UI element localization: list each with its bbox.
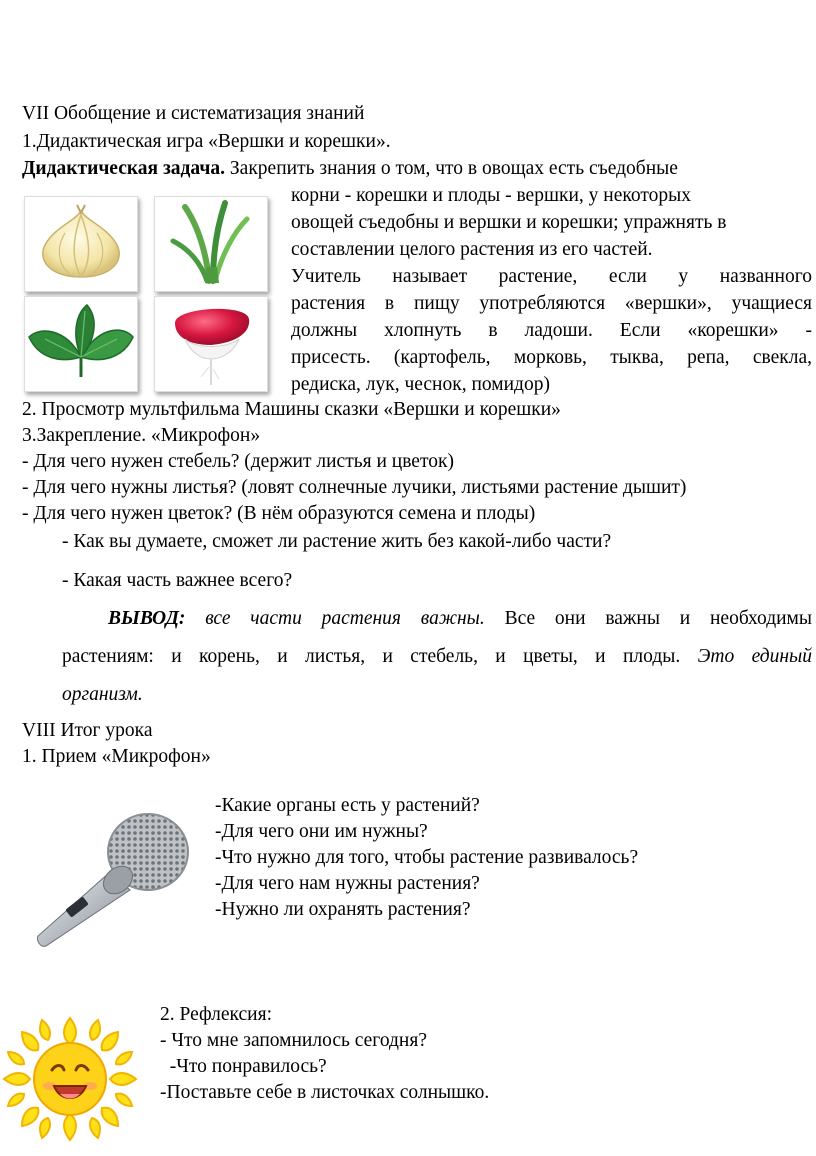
question-think: - Как вы думаете, сможет ли растение жить без какой-либо части? (62, 531, 612, 552)
mic-question-3: -Что нужно для того, чтобы растение развивалось? (215, 847, 639, 868)
conclusion-rest: Все они важны и необходимы (504, 608, 812, 629)
conclusion-line2-italic: Это единый (697, 646, 812, 667)
task-line-3: составлении целого растения из его частей. (291, 239, 653, 260)
section-heading-8: VIII Итог урока (22, 720, 153, 741)
reflection-line-2: -Что понравилось? (160, 1056, 327, 1077)
reflection-title: 2. Рефлексия: (160, 1004, 272, 1025)
microphone-picture (36, 806, 196, 952)
didactic-task-label: Дидактическая задача. (22, 158, 226, 179)
radish-icon (155, 297, 267, 391)
reflection-line-3: -Поставьте себе в листочках солнышко. (160, 1082, 490, 1103)
didactic-task-text: Закрепить знания о том, что в овощах есть съедобные (225, 158, 678, 179)
mic-question-2: -Для чего они им нужны? (215, 821, 428, 842)
section-heading-7: VII Обобщение и систематизация знаний (22, 103, 365, 124)
rules-line-3: должны хлопнуть в ладоши. Если «корешки» - (291, 320, 812, 341)
item-didactic-game: 1.Дидактическая игра «Вершки и корешки». (22, 131, 391, 152)
rules-line-2: растения в пищу употребляются «вершки», учащиеся (291, 293, 812, 314)
reflection-line-1: - Что мне запомнилось сегодня? (160, 1030, 427, 1051)
conclusion-line-1 (22, 607, 812, 631)
item-cartoon: 2. Просмотр мультфильма Машины сказки «Вершки и корешки» (22, 399, 561, 420)
question-leaves: - Для чего нужны листья? (ловят солнечные лучики, листьями растение дышит) (22, 477, 687, 498)
item-microphone: 1. Прием «Микрофон» (22, 746, 211, 767)
sun-icon (2, 1014, 138, 1144)
conclusion-line-2 (62, 645, 812, 669)
radish-tile (154, 296, 268, 392)
question-stem: - Для чего нужен стебель? (держит листья и цветок) (22, 451, 454, 472)
item-consolidation: 3.Закрепление. «Микрофон» (22, 425, 261, 446)
question-important: - Какая часть важнее всего? (62, 570, 293, 591)
conclusion-line2-plain: растениям: и корень, и листья, и стебель, и цветы, и плоды. (62, 646, 681, 667)
leaves-tile (24, 296, 138, 392)
sprout-icon (155, 197, 267, 291)
task-line-1: корни - корешки и плоды - вершки, у некоторых (291, 185, 691, 206)
didactic-task-line (22, 157, 678, 181)
rules-line-1: Учитель называет растение, если у названного (291, 266, 812, 287)
microphone-icon (36, 806, 196, 952)
task-line-2: овощей съедобны и вершки и корешки; упражнять в (291, 212, 727, 233)
garlic-tile (24, 196, 138, 292)
rules-line-5: редиска, лук, чеснок, помидор) (291, 374, 550, 395)
sun-picture (2, 1014, 138, 1144)
conclusion-label: ВЫВОД: (108, 608, 186, 629)
garlic-icon (25, 197, 137, 291)
conclusion-italic: все части растения важны. (205, 608, 485, 629)
mic-question-4: -Для чего нам нужны растения? (215, 873, 480, 894)
mic-question-5: -Нужно ли охранять растения? (215, 899, 471, 920)
question-flower: - Для чего нужен цветок? (В нём образуются семена и плоды) (22, 503, 536, 524)
mic-question-1: -Какие органы есть у растений? (215, 795, 480, 816)
rules-line-4: присесть. (картофель, морковь, тыква, репа, свекла, (291, 347, 812, 368)
leaves-icon (25, 297, 137, 391)
conclusion-line-3: организм. (62, 684, 143, 705)
sprout-tile (154, 196, 268, 292)
